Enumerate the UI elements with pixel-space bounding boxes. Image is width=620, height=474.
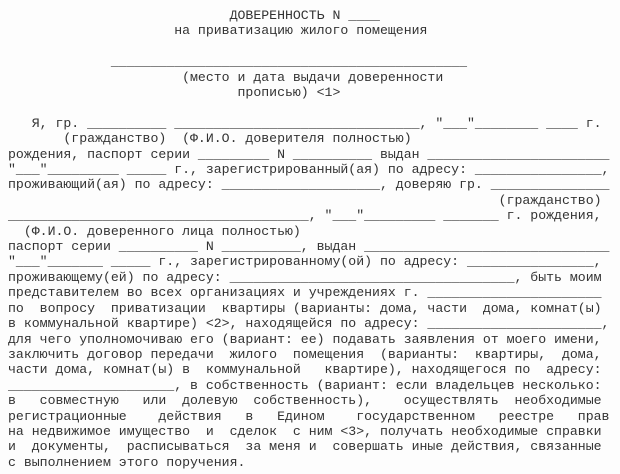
attorney-passport-line: паспорт серии __________ N __________, выдан _______________________________ xyxy=(8,239,610,255)
privatization-subject-line-1: по вопросу приватизации квартиры (варианты: дома, части дома, комнат(ы) xyxy=(8,300,602,316)
principal-passport-line: рождения, паспорт серии _________ N __________ выдан _______________________ xyxy=(8,146,610,162)
privatization-subject-line-2: в коммунальной квартире) <2>, находящейся по адресу: ______________________, xyxy=(8,316,610,332)
powers-line-2: заключить договор передачи жилого помещения (варианты: квартиры, дома, xyxy=(8,346,602,362)
powers-line-1: для чего уполномочиваю его (вариант: ее) подавать заявления от моего имени, xyxy=(8,331,602,347)
attorney-registration-line: "___"_______ _____ г., зарегистрированному(ой) по адресу: ________________, xyxy=(8,254,602,270)
attorney-citizenship-caption: (гражданство) xyxy=(8,192,602,208)
doc-subtitle: на приватизацию жилого помещения xyxy=(8,23,428,39)
ownership-line-1: _____________________, в собственность (вариант: если владельцев несколько: xyxy=(8,377,602,393)
closing-line-2: с выполнением этого поручения. xyxy=(8,454,246,470)
power-of-attorney-document xyxy=(8,8,620,470)
principal-intro-line: Я, гр. __________ _______________________________, "___"________ ____ г. xyxy=(8,115,602,131)
closing-line-1: и документы, расписываться за меня и совершать иные действия, связанные xyxy=(8,439,602,455)
attorney-name-line: ______________________________________, "___"_________ _______ г. рождения, xyxy=(8,208,602,224)
principal-caption-line: (гражданство) (Ф.И.О. доверителя полностью) xyxy=(8,131,412,147)
registry-line-2: на недвижимое имущество и сделок с ним <3>, получать необходимые справки xyxy=(8,423,602,439)
attorney-address-line: проживающему(ей) по адресу: ____________________________________, быть моим xyxy=(8,269,602,285)
ownership-line-2: в совместную или долевую собственность), осуществлять необходимые xyxy=(8,393,602,409)
principal-registration-line: "___"_________ _____ г., зарегистрированный(ая) по адресу: ________________, xyxy=(8,162,610,178)
blank-line xyxy=(8,100,620,115)
place-date-caption-line-1: (место и дата выдачи доверенности xyxy=(8,69,444,85)
registry-line-1: регистрационные действия в Едином государственном реестре прав xyxy=(8,408,610,424)
blank-line xyxy=(8,39,620,54)
attorney-name-caption: (Ф.И.О. доверенного лица полностью) xyxy=(8,223,301,239)
powers-line-3: части дома, комнат(ы) в коммунальной квартире), находящегося по адресу: xyxy=(8,362,602,378)
attorney-intro-line: проживающий(ая) по адресу: ____________________, доверяю гр. _______________ xyxy=(8,177,610,193)
place-date-caption-line-2: прописью) <1> xyxy=(8,85,341,101)
representation-line: представителем во всех организациях и учреждениях г. ______________________ xyxy=(8,285,602,301)
doc-title: ДОВЕРЕННОСТЬ N ____ xyxy=(8,8,380,23)
place-date-signature-line: _____________________________________________ xyxy=(8,54,467,70)
